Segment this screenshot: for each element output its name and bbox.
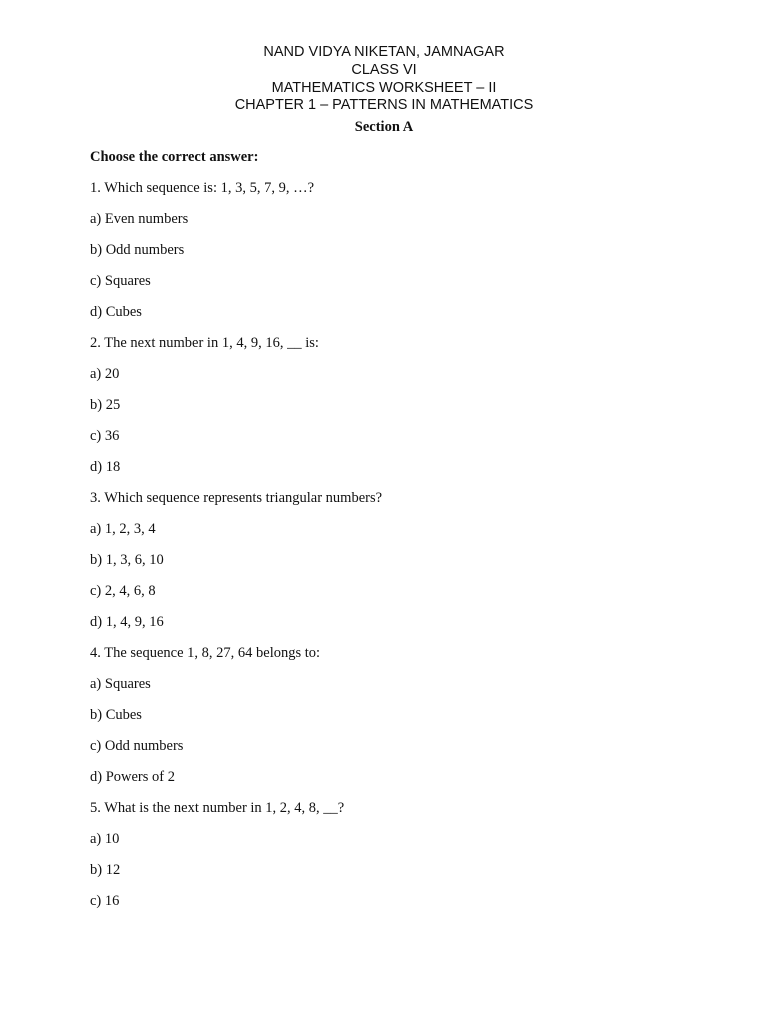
school-name: NAND VIDYA NIKETAN, JAMNAGAR [263,44,505,60]
worksheet-header [0,44,768,115]
section-title: Section A [354,119,414,135]
question-text: 2. The next number in 1, 4, 9, 16, __ is: [90,335,319,351]
answer-option: c) 2, 4, 6, 8 [90,583,156,599]
answer-option: a) 10 [90,831,120,847]
answer-option: d) Powers of 2 [90,769,175,785]
question-text: 1. Which sequence is: 1, 3, 5, 7, 9, …? [90,180,315,196]
answer-option: a) 1, 2, 3, 4 [90,521,156,537]
answer-option: a) Squares [90,676,151,692]
question-text: 5. What is the next number in 1, 2, 4, 8, __? [90,800,345,816]
answer-option: b) Odd numbers [90,242,185,258]
answer-option: c) 16 [90,893,120,909]
worksheet-title: MATHEMATICS WORKSHEET – II [271,79,497,96]
question-text: 4. The sequence 1, 8, 27, 64 belongs to: [90,645,321,661]
question-text: 3. Which sequence represents triangular numbers? [90,490,383,506]
answer-option: b) 12 [90,862,121,878]
answer-option: b) Cubes [90,707,142,723]
answer-option: b) 1, 3, 6, 10 [90,552,164,568]
answer-option: c) Squares [90,273,151,289]
answer-option: c) Odd numbers [90,738,184,754]
answer-option: c) 36 [90,428,120,444]
answer-option: d) 1, 4, 9, 16 [90,614,164,630]
instruction-text: Choose the correct answer: [90,149,259,165]
answer-option: d) 18 [90,459,121,475]
answer-option: d) Cubes [90,304,142,320]
answer-option: a) Even numbers [90,211,189,227]
answer-option: b) 25 [90,397,121,413]
chapter-title: CHAPTER 1 – PATTERNS IN MATHEMATICS [234,97,534,114]
question-list [90,179,730,923]
class-label: CLASS VI [351,61,417,78]
answer-option: a) 20 [90,366,120,382]
question-body [90,148,730,923]
